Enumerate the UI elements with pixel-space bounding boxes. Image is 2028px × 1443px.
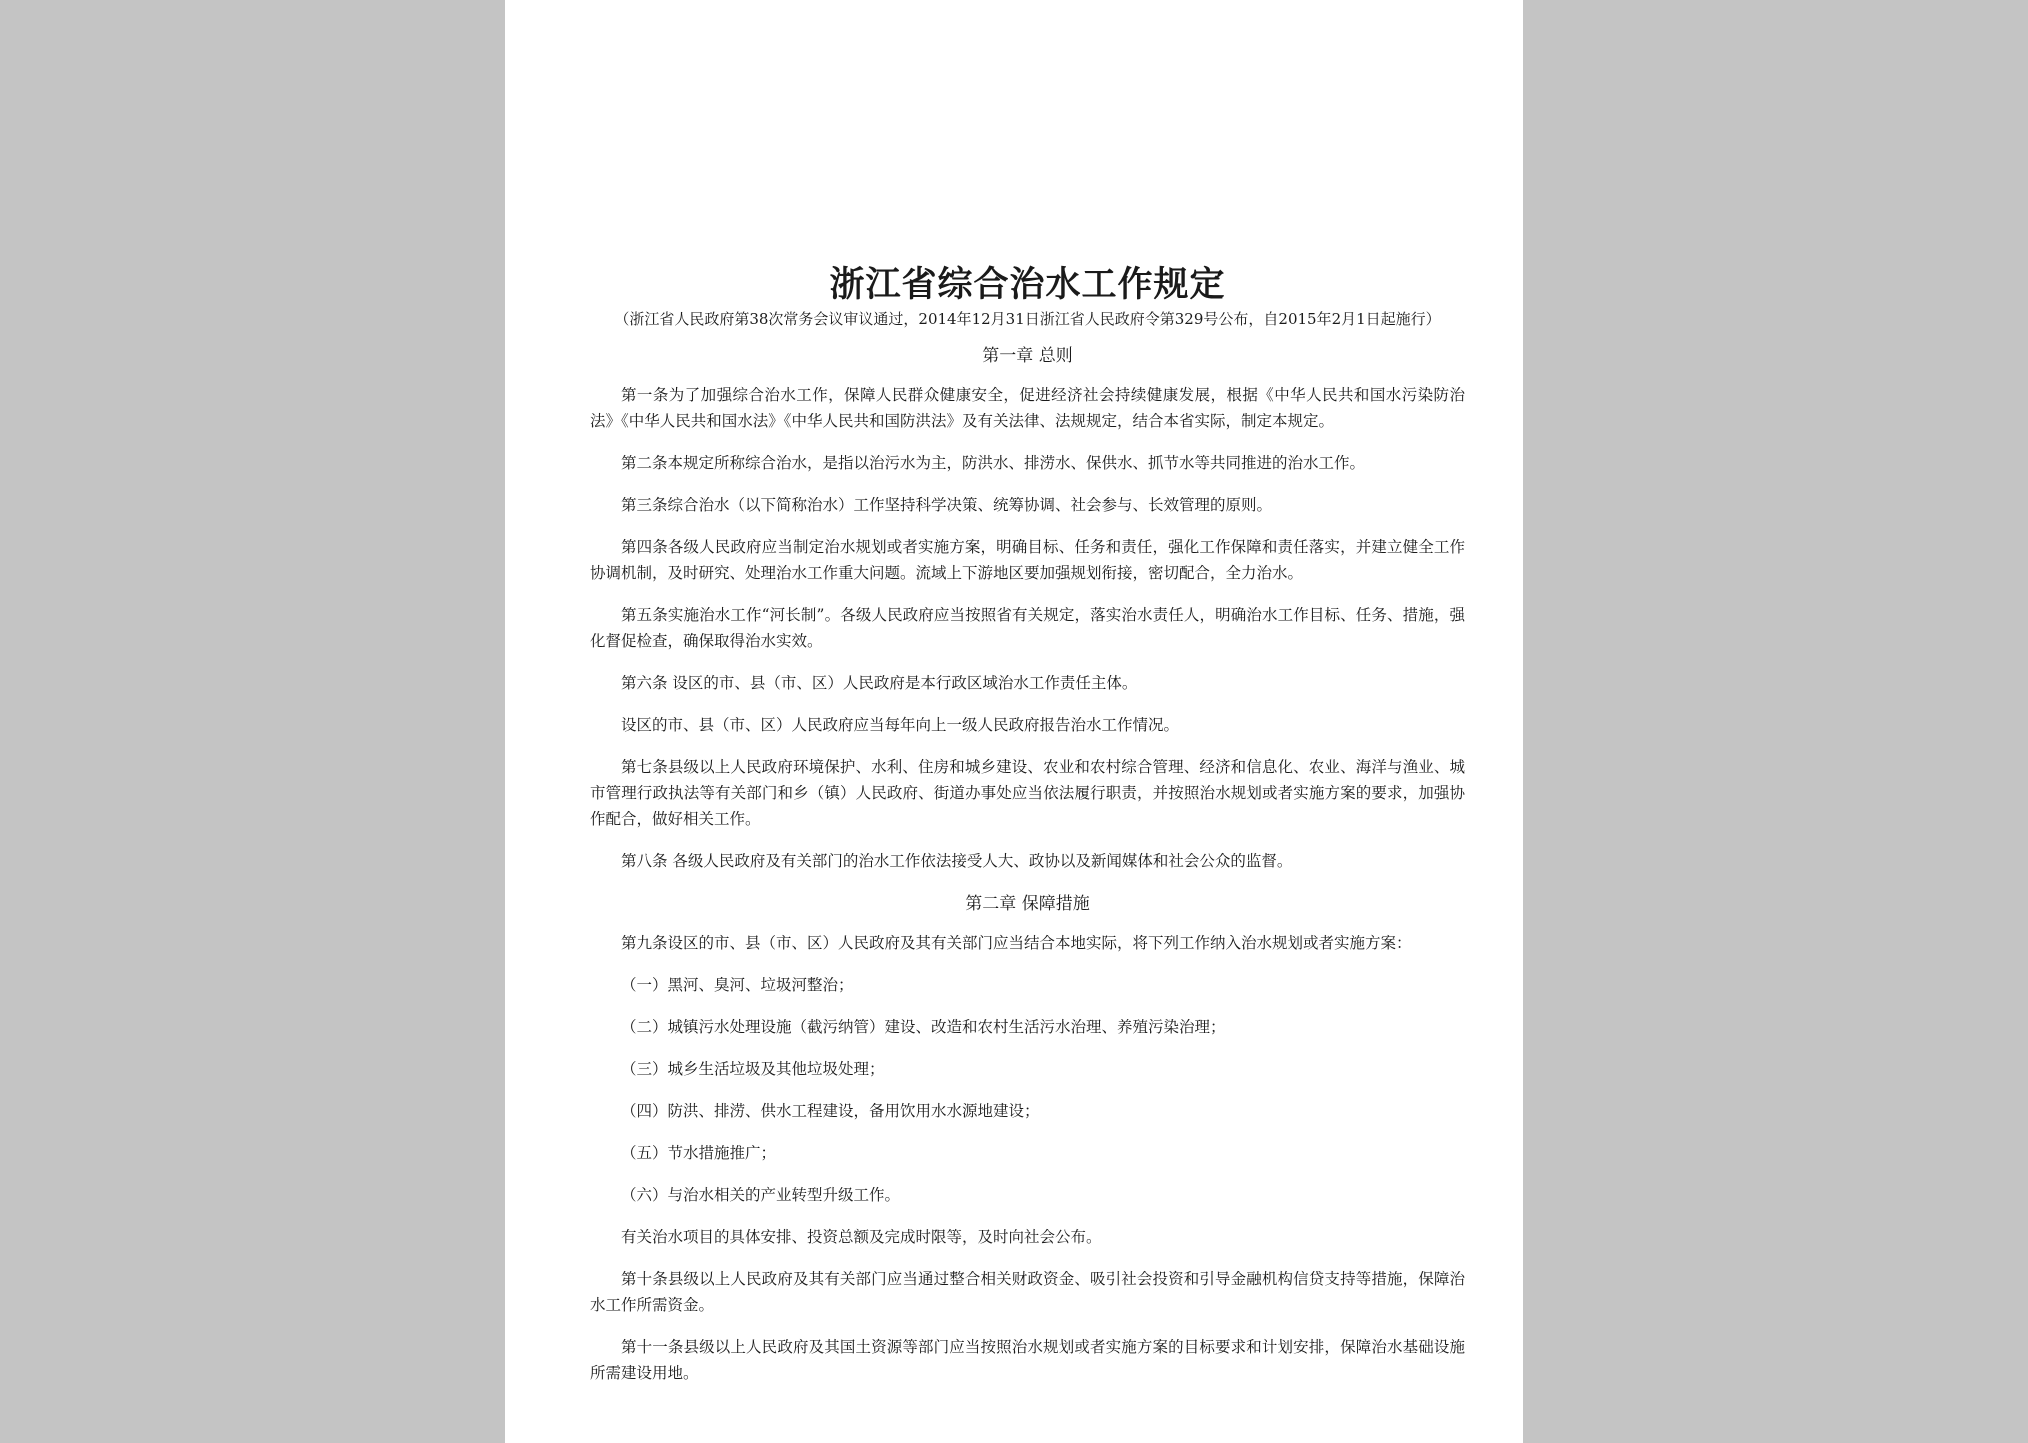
chapter-2-heading: 第二章 保障措施: [965, 894, 1090, 914]
article-9-paragraph-2: 有关治水项目的具体安排、投资总额及完成时限等，及时向社会公布。: [621, 1228, 1102, 1246]
article-3: 第三条综合治水（以下简称治水）工作坚持科学决策、统筹协调、社会参与、长效管理的原则。: [621, 496, 1273, 514]
article-9-item-1: （一）黑河、臭河、垃圾河整治；: [621, 976, 854, 994]
document-page: [505, 0, 1523, 1443]
article-9-item-3: （三）城乡生活垃圾及其他垃圾处理；: [621, 1060, 885, 1078]
article-10: 第十条县级以上人民政府及其有关部门应当通过整合相关财政资金、吸引社会投资和引导金融机构信贷支持等措施，保障治水工作所需资金。: [590, 1270, 1465, 1314]
chapter-1-heading: 第一章 总则: [982, 346, 1073, 366]
article-7: 第七条县级以上人民政府环境保护、水利、住房和城乡建设、农业和农村综合管理、经济和信息化、农业、海洋与渔业、城市管理行政执法等有关部门和乡（镇）人民政府、街道办事处应当依法履行职责，并按照治水规划或者实施方案的要求，加强协作配合，做好相关工作。: [590, 758, 1465, 828]
article-5: 第五条实施治水工作“河长制”。各级人民政府应当按照省有关规定，落实治水责任人，明确治水工作目标、任务、措施，强化督促检查，确保取得治水实效。: [590, 606, 1465, 650]
article-9-item-2: （二）城镇污水处理设施（截污纳管）建设、改造和农村生活污水治理、养殖污染治理；: [621, 1018, 1226, 1036]
article-1: 第一条为了加强综合治水工作，保障人民群众健康安全，促进经济社会持续健康发展，根据《中华人民共和国水污染防治法》《中华人民共和国水法》《中华人民共和国防洪法》及有关法律、法规规定，结合本省实际，制定本规定。: [590, 386, 1465, 430]
article-6-paragraph-2: 设区的市、县（市、区）人民政府应当每年向上一级人民政府报告治水工作情况。: [621, 716, 1180, 734]
article-11: 第十一条县级以上人民政府及其国土资源等部门应当按照治水规划或者实施方案的目标要求和计划安排，保障治水基础设施所需建设用地。: [590, 1338, 1465, 1382]
article-8: 第八条 各级人民政府及有关部门的治水工作依法接受人大、政协以及新闻媒体和社会公众的监督。: [621, 852, 1293, 870]
document-subtitle: （浙江省人民政府第38次常务会议审议通过，2014年12月31日浙江省人民政府令第329号公布，自2015年2月1日起施行）: [614, 310, 1441, 328]
article-9-item-5: （五）节水措施推广；: [621, 1144, 777, 1162]
article-4: 第四条各级人民政府应当制定治水规划或者实施方案，明确目标、任务和责任，强化工作保障和责任落实，并建立健全工作协调机制，及时研究、处理治水工作重大问题。流域上下游地区要加强规划衔接，密切配合，全力治水。: [590, 538, 1465, 582]
document-title: 浙江省综合治水工作规定: [829, 264, 1226, 305]
article-9-item-4: （四）防洪、排涝、供水工程建设，备用饮用水水源地建设；: [621, 1102, 1040, 1120]
article-2: 第二条本规定所称综合治水，是指以治污水为主，防洪水、排涝水、保供水、抓节水等共同推进的治水工作。: [621, 454, 1366, 472]
article-9: 第九条设区的市、县（市、区）人民政府及其有关部门应当结合本地实际，将下列工作纳入治水规划或者实施方案：: [621, 934, 1412, 952]
article-9-item-6: （六）与治水相关的产业转型升级工作。: [621, 1186, 901, 1204]
article-6: 第六条 设区的市、县（市、区）人民政府是本行政区域治水工作责任主体。: [621, 674, 1138, 692]
